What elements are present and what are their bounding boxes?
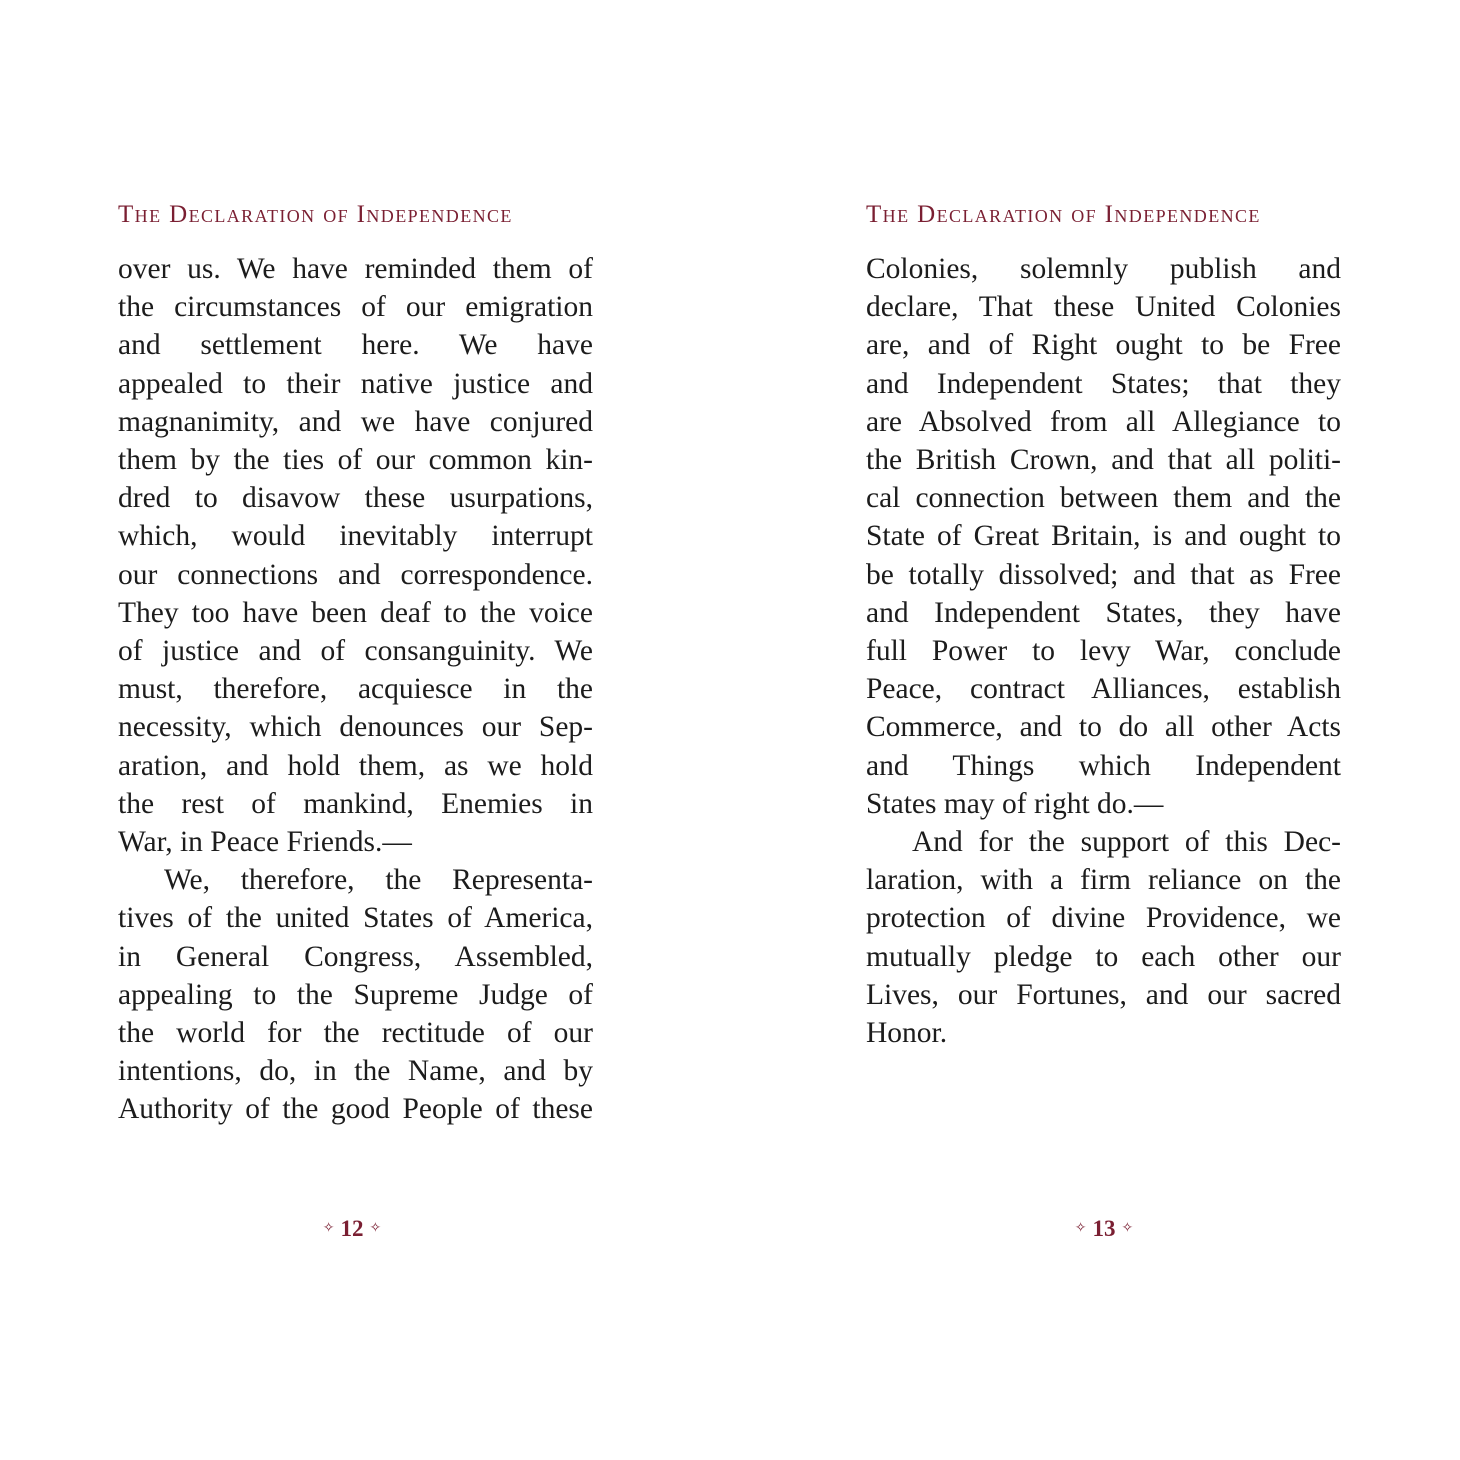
text-line: our connections and correspondence. bbox=[118, 558, 593, 591]
ornament-icon: ✧ bbox=[1121, 1220, 1134, 1236]
text-line: We, therefore, the Representa- bbox=[164, 864, 593, 897]
ornament-icon: ✧ bbox=[1074, 1220, 1087, 1236]
text-line: Authority of the good People of these bbox=[118, 1093, 593, 1126]
text-line: Lives, our Fortunes, and our sacred bbox=[866, 978, 1341, 1011]
text-line: the rest of mankind, Enemies in bbox=[118, 787, 593, 820]
text-line: and settlement here. We have bbox=[118, 329, 593, 362]
text-line: appealing to the Supreme Judge of bbox=[118, 978, 593, 1011]
text-line: War, in Peace Friends.— bbox=[118, 826, 412, 859]
text-line: mutually pledge to each other our bbox=[866, 940, 1341, 973]
page-number-value: 12 bbox=[340, 1216, 364, 1241]
text-line: Colonies, solemnly publish and bbox=[866, 253, 1341, 285]
text-line: and Independent States; that they bbox=[866, 367, 1341, 400]
text-line: in General Congress, Assembled, bbox=[118, 940, 593, 973]
right-page bbox=[866, 198, 1341, 1052]
text-line: be totally dissolved; and that as Free bbox=[866, 558, 1341, 591]
ornament-icon: ✧ bbox=[369, 1220, 382, 1236]
text-line: the circumstances of our emigration bbox=[118, 291, 593, 324]
text-line: are Absolved from all Allegiance to bbox=[866, 405, 1341, 438]
text-line: States may of right do.— bbox=[866, 787, 1164, 820]
text-line: intentions, do, in the Name, and by bbox=[118, 1055, 593, 1088]
text-line: State of Great Britain, is and ought to bbox=[866, 520, 1341, 553]
text-line: them by the ties of our common kin- bbox=[118, 444, 593, 477]
body-text bbox=[866, 250, 1341, 1052]
page-number-value: 13 bbox=[1092, 1216, 1116, 1241]
running-head: The Declaration of Independence bbox=[118, 201, 513, 228]
page-number bbox=[292, 1214, 412, 1246]
text-line: and Things which Independent bbox=[866, 749, 1341, 782]
text-line: the British Crown, and that all politi- bbox=[866, 444, 1341, 477]
text-line: dred to disavow these usurpations, bbox=[118, 482, 593, 515]
text-line: full Power to levy War, conclude bbox=[866, 635, 1341, 668]
text-line: protection of divine Providence, we bbox=[866, 902, 1341, 935]
running-head: The Declaration of Independence bbox=[866, 201, 1261, 228]
text-line: And for the support of this Dec- bbox=[912, 826, 1341, 859]
text-line: They too have been deaf to the voice bbox=[118, 596, 593, 629]
text-line: necessity, which denounces our Sep- bbox=[118, 711, 593, 744]
body-text bbox=[118, 250, 593, 1129]
text-line: appealed to their native justice and bbox=[118, 367, 593, 400]
text-line: magnanimity, and we have conjured bbox=[118, 405, 593, 438]
text-line: laration, with a firm reliance on the bbox=[866, 864, 1341, 897]
text-line: must, therefore, acquiesce in the bbox=[118, 673, 593, 706]
text-line: and Independent States, they have bbox=[866, 596, 1341, 629]
left-page bbox=[118, 198, 593, 1129]
text-line: which, would inevitably interrupt bbox=[118, 520, 593, 553]
ornament-icon: ✧ bbox=[322, 1220, 335, 1236]
text-line: tives of the united States of America, bbox=[118, 902, 593, 935]
text-line: are, and of Right ought to be Free bbox=[866, 329, 1341, 362]
text-line: cal connection between them and the bbox=[866, 482, 1341, 515]
text-line: of justice and of consanguinity. We bbox=[118, 635, 593, 668]
text-line: declare, That these United Colonies bbox=[866, 291, 1341, 324]
text-line: over us. We have reminded them of bbox=[118, 253, 593, 285]
page-number bbox=[1044, 1214, 1164, 1246]
text-line: Peace, contract Alliances, establish bbox=[866, 673, 1341, 706]
text-line: Commerce, and to do all other Acts bbox=[866, 711, 1341, 744]
text-line: Honor. bbox=[866, 1017, 948, 1050]
text-line: aration, and hold them, as we hold bbox=[118, 749, 593, 782]
text-line: the world for the rectitude of our bbox=[118, 1017, 593, 1050]
